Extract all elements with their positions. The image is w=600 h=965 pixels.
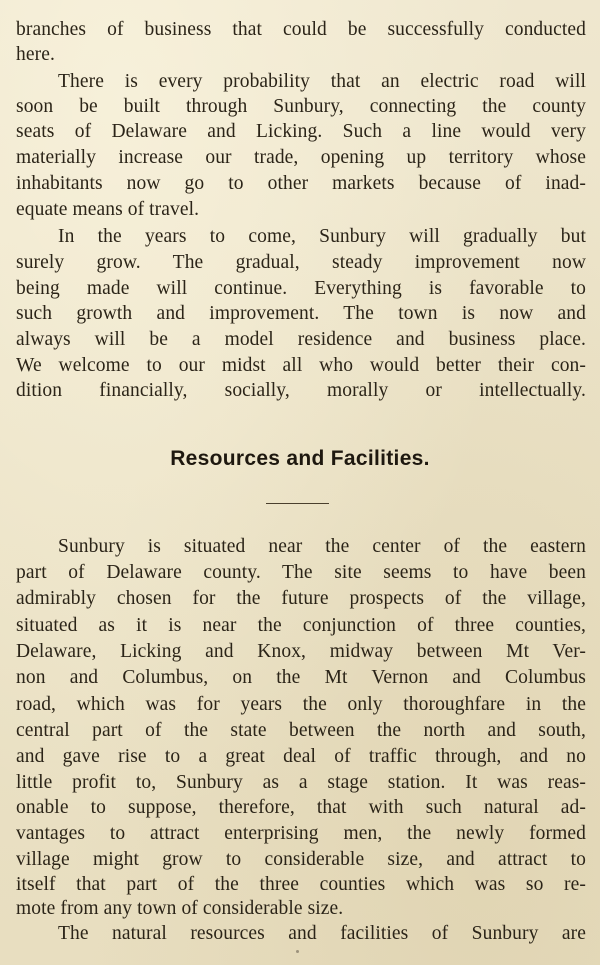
text-line: materially increase our trade, opening up territory whose (16, 147, 586, 168)
text-line: The natural resources and facilities of Sunbury are (58, 923, 586, 944)
text-line: In the years to come, Sunbury will gradually but (58, 226, 586, 247)
text-line: vantages to attract enterprising men, the newly formed (16, 823, 586, 844)
paper-speck (296, 950, 299, 953)
section-divider (266, 503, 329, 504)
text-line: There is every probability that an electric road will (58, 71, 586, 92)
text-line: itself that part of the three counties which was so re- (16, 874, 586, 895)
section-heading: Resources and Facilities. (170, 447, 430, 470)
text-line: onable to suppose, therefore, that with such natural ad- (16, 797, 586, 818)
text-line: such growth and improvement. The town is now and (16, 303, 586, 324)
text-line: little profit to, Sunbury as a stage station. It was reas- (16, 772, 586, 793)
text-line: here. (16, 44, 55, 65)
text-line: village might grow to considerable size, and attract to (16, 849, 586, 870)
text-line: mote from any town of considerable size. (16, 898, 344, 919)
text-line: part of Delaware county. The site seems to have been (16, 562, 586, 583)
text-line: dition financially, socially, morally or intellectually. (16, 380, 586, 401)
text-line: branches of business that could be successfully conducted (16, 19, 586, 40)
text-line: central part of the state between the north and south, (16, 720, 586, 741)
text-line: and gave rise to a great deal of traffic through, and no (16, 746, 586, 767)
text-line: surely grow. The gradual, steady improvement now (16, 252, 586, 273)
text-line: Delaware, Licking and Knox, midway between Mt Ver- (16, 641, 586, 662)
text-line: inhabitants now go to other markets because of inad- (16, 173, 586, 194)
text-line: situated as it is near the conjunction of three counties, (16, 615, 586, 636)
text-line: always will be a model residence and business place. (16, 329, 586, 350)
text-line: admirably chosen for the future prospects of the village, (16, 588, 586, 609)
text-line: equate means of travel. (16, 199, 200, 220)
text-line: soon be built through Sunbury, connecting the county (16, 96, 586, 117)
text-line: non and Columbus, on the Mt Vernon and Columbus (16, 667, 586, 688)
text-line: seats of Delaware and Licking. Such a line would very (16, 121, 586, 142)
text-line: We welcome to our midst all who would better their con- (16, 355, 586, 376)
text-line: Sunbury is situated near the center of the eastern (58, 536, 586, 557)
text-line: being made will continue. Everything is favorable to (16, 278, 586, 299)
text-line: road, which was for years the only thoroughfare in the (16, 694, 586, 715)
